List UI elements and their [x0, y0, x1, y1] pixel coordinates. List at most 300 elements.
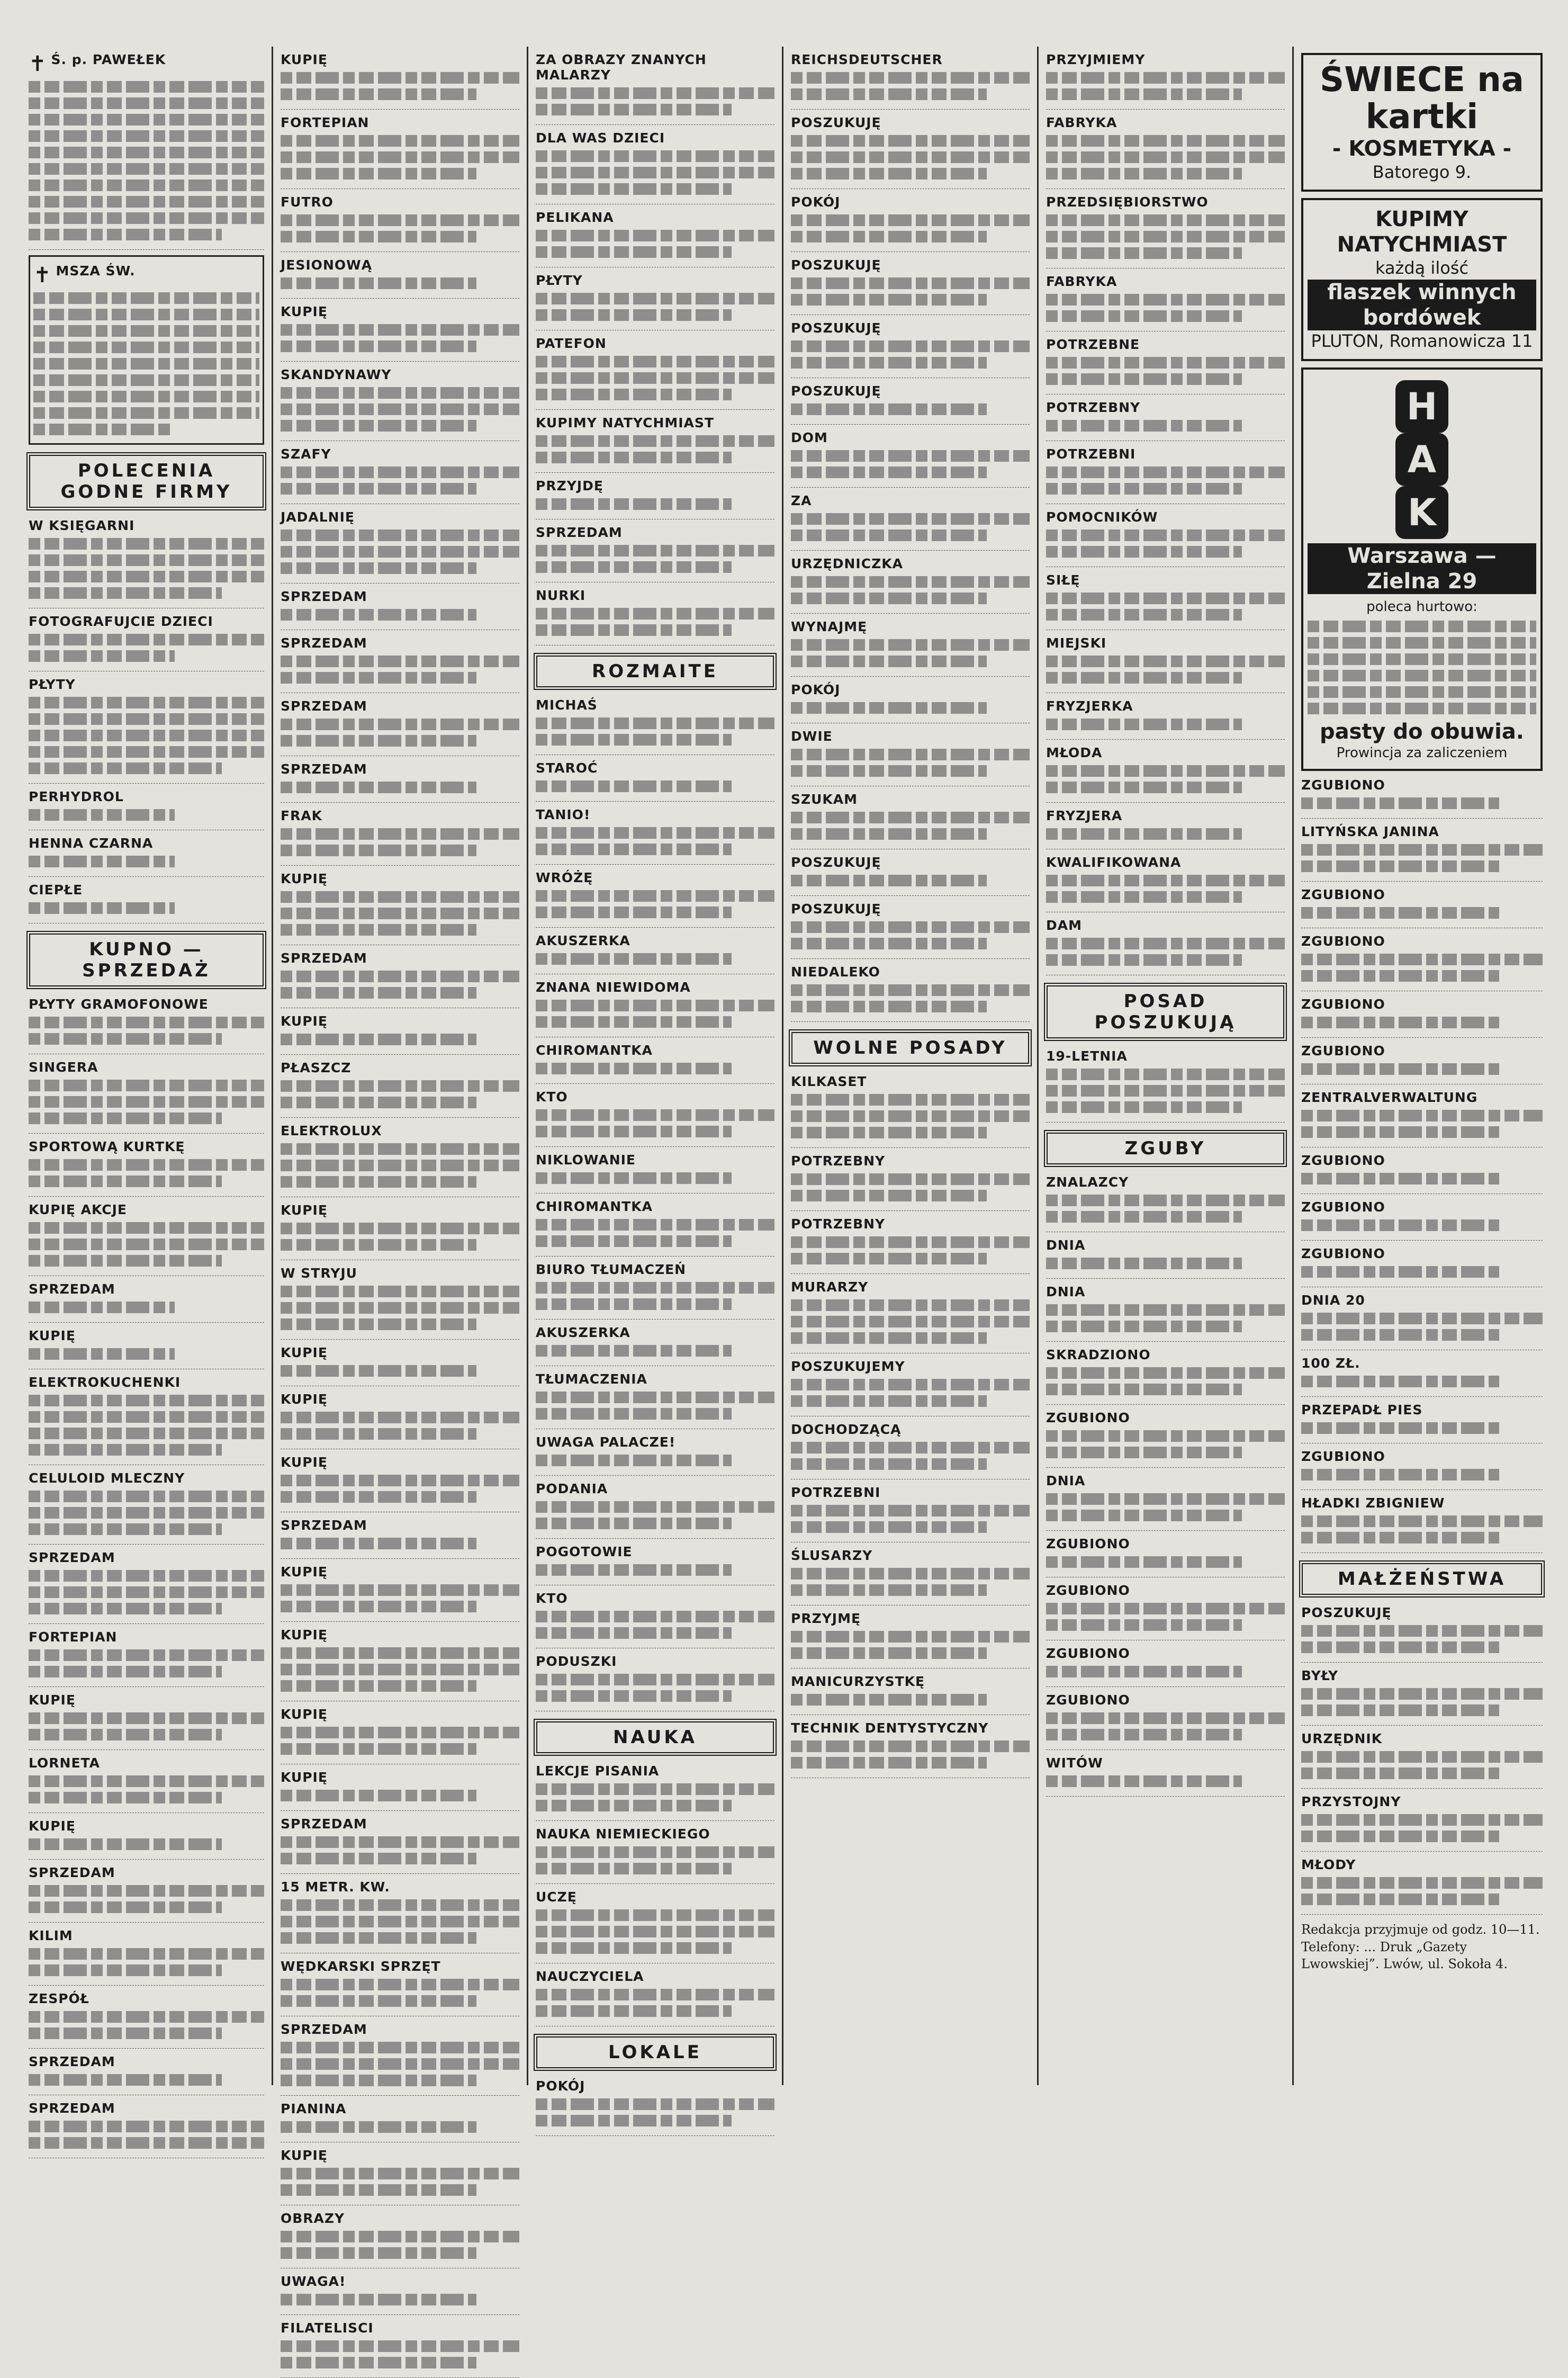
ad-lead: POSZUKUJĘ	[791, 383, 881, 399]
ad-lead: SIŁĘ	[1046, 572, 1080, 588]
classified-ad: ELEKTROKUCHENKI	[29, 1375, 264, 1465]
ad-lead: WYNAJMĘ	[791, 619, 868, 634]
classified-ad: SPRZEDAM	[29, 1281, 264, 1323]
classified-ad	[1301, 1246, 1543, 1287]
classified-ad: PŁYTY	[29, 677, 264, 784]
ad-lead: POTRZEBNI	[791, 1485, 881, 1500]
classified-ad	[281, 1627, 519, 1701]
ad-lead: KUPIMY NATYCHMIAST	[536, 415, 714, 430]
ad-lead: DLA WAS DZIECI	[536, 130, 665, 146]
section-heading-rozmaite: ROZMAITE	[534, 653, 777, 690]
ad-lead: TANIO!	[536, 807, 591, 822]
classified-ad	[281, 115, 519, 189]
classified-ad	[536, 2078, 774, 2136]
classified-ad: PERHYDROL	[29, 789, 264, 830]
ad-lead: POMOCNIKÓW	[1046, 509, 1158, 525]
classified-ad	[791, 682, 1030, 723]
ad-lead: ZGUBIONO	[1301, 777, 1385, 793]
classified-ad	[536, 210, 774, 267]
classified-ad: LORNETA	[29, 1755, 264, 1813]
classified-ad	[281, 1564, 519, 1622]
classified-ad	[1301, 1449, 1543, 1490]
classified-ad	[1301, 1090, 1543, 1147]
ad-lead: POTRZEBNY	[791, 1216, 886, 1232]
classified-ad	[791, 855, 1030, 896]
classified-ad	[281, 2148, 519, 2205]
classified-ad: ZESPÓŁ	[29, 1991, 264, 2049]
classified-ad	[1046, 1536, 1285, 1577]
classified-ad	[1046, 1692, 1285, 1750]
classified-ad	[536, 273, 774, 330]
ad-lead: BYŁY	[1301, 1668, 1339, 1684]
classified-ad	[1046, 52, 1285, 110]
ad-lead: DNIA	[1046, 1473, 1086, 1488]
ad-lead: SPRZEDAM	[281, 698, 367, 714]
ad-lead: DNIA	[1046, 1237, 1086, 1253]
ad-lead: WITÓW	[1046, 1755, 1103, 1771]
classified-ad	[281, 761, 519, 803]
newspaper-page	[21, 47, 1550, 2336]
ad-lead: DNIA 20	[1301, 1293, 1365, 1308]
hak-advert: H A K Warszawa — Zielna 29 poleca hurtowo: pasty do obuwia. Prowincja za zaliczeniem	[1301, 367, 1543, 771]
ad-lead: FRYZJERA	[1046, 808, 1123, 823]
ad-lead: PATEFON	[536, 336, 607, 351]
classified-ad	[1046, 1755, 1285, 1797]
ad-lead: FUTRO	[281, 194, 334, 210]
classified-ad	[1301, 1731, 1543, 1789]
classified-ad	[1046, 918, 1285, 975]
classified-ad	[281, 1123, 519, 1197]
classified-ad: SPRZEDAM	[29, 1550, 264, 1624]
ad-lead: OBRAZY	[281, 2211, 345, 2226]
ad-lead: KUPIĘ	[281, 1627, 328, 1643]
classified-ad	[281, 1518, 519, 1559]
editorial-footer: Redakcja przyjmuje od godz. 10—11. Telefony: ... Druk „Gazety Lwowskiej”. Lwów, ul. Sokoła 4.	[1301, 1922, 1540, 1971]
ad-lead: KWALIFIKOWANA	[1046, 855, 1182, 870]
section-heading-lokale: LOKALE	[534, 2034, 777, 2071]
ad-lead: ŚLUSARZY	[791, 1548, 873, 1563]
classified-ad	[1301, 1495, 1543, 1553]
classified-ad	[536, 1199, 774, 1257]
ad-lead: DNIA	[1046, 1284, 1086, 1299]
section-heading-kupno: KUPNO — SPRZEDAŻ	[26, 931, 266, 989]
ad-lead: PRZYJDĘ	[536, 478, 603, 493]
ad-lead: WĘDKARSKI SPRZĘT	[281, 1959, 441, 1974]
classified-ad	[791, 556, 1030, 614]
cross-icon: ✝	[33, 263, 52, 288]
classified-ad	[791, 257, 1030, 315]
ad-lead: KUPIĘ	[281, 1345, 328, 1360]
ad-lead: PODUSZKI	[536, 1654, 617, 1669]
ad-lead: POTRZEBNY	[791, 1153, 886, 1169]
ad-lead: PODANIA	[536, 1481, 608, 1496]
ad-lead: KUPIĘ	[281, 1707, 328, 1722]
classified-ad	[536, 933, 774, 974]
ad-lead: W STRYJU	[281, 1266, 357, 1281]
classified-ad	[536, 807, 774, 865]
ad-lead: KUPIĘ	[281, 1392, 328, 1407]
classified-ad	[1301, 1605, 1543, 1663]
classified-ad	[536, 130, 774, 204]
ad-lead: SPRZEDAM	[281, 2022, 367, 2037]
classified-ad	[1046, 115, 1285, 189]
classified-ad	[791, 383, 1030, 425]
section-heading-malzenstwa: MAŁŻEŃSTWA	[1299, 1560, 1545, 1598]
ad-lead: 100 ZŁ.	[1301, 1356, 1360, 1371]
column-2	[273, 47, 528, 2336]
ad-lead: PRZYJMĘ	[791, 1611, 861, 1626]
classified-ad	[1046, 1284, 1285, 1342]
ad-lead: SZUKAM	[791, 792, 858, 807]
classified-ad	[536, 980, 774, 1037]
classified-ad	[536, 1826, 774, 1884]
classified-ad	[791, 1422, 1030, 1479]
classified-ad: CELULOID MLECZNY	[29, 1470, 264, 1545]
ad-lead: SPRZEDAM	[536, 525, 623, 540]
ad-lead: SKANDYNAWY	[281, 367, 392, 382]
ad-lead: KUPIĘ	[281, 1203, 328, 1218]
classified-ad	[1046, 1646, 1285, 1687]
ad-lead: ZA OBRAZY ZNANYCH MALARZY	[536, 52, 707, 83]
ad-lead: MŁODA	[1046, 745, 1103, 760]
ad-lead: ZGUBIONO	[1046, 1646, 1130, 1661]
ad-lead: WRÓŻĘ	[536, 870, 593, 885]
ad-lead: MANICURZYSTKĘ	[791, 1674, 925, 1689]
ad-lead: POSZUKUJĘ	[791, 855, 881, 870]
classified-ad	[791, 1674, 1030, 1715]
classified-ad	[536, 870, 774, 928]
classified-ad	[1046, 1347, 1285, 1405]
ad-lead: PRZEDSIĘBIORSTWO	[1046, 194, 1209, 210]
ad-lead: MURARZY	[791, 1279, 869, 1295]
classified-ad	[281, 1266, 519, 1340]
classified-ad	[281, 1959, 519, 2016]
classified-ad	[791, 430, 1030, 488]
column-5	[1039, 47, 1294, 2085]
classified-ad	[1046, 1237, 1285, 1279]
ad-lead: MIEJSKI	[1046, 635, 1107, 651]
classified-ad	[1301, 934, 1543, 991]
ad-lead: PELIKANA	[536, 210, 614, 225]
ad-lead: URZĘDNICZKA	[791, 556, 903, 571]
ad-lead: DOCHODZĄCĄ	[791, 1422, 902, 1437]
classified-ad	[281, 808, 519, 866]
classified-ad	[281, 1345, 519, 1386]
classified-ad	[1301, 1857, 1543, 1915]
classified-ad	[1046, 446, 1285, 504]
ad-lead: MICHAŚ	[536, 697, 598, 713]
ad-lead: AKUSZERKA	[536, 1325, 630, 1340]
classified-ad	[536, 1262, 774, 1320]
ad-lead: KUPIĘ	[281, 1564, 328, 1580]
classified-ad	[1301, 997, 1543, 1038]
classified-ad	[536, 1969, 774, 2026]
ad-lead: KUPIĘ	[281, 2148, 328, 2163]
ad-lead: PRZEPADŁ PIES	[1301, 1402, 1423, 1418]
classified-ad	[791, 1153, 1030, 1211]
classified-ad	[281, 2022, 519, 2096]
hak-letter: K	[1395, 486, 1448, 539]
ad-lead: POSZUKUJEMY	[791, 1359, 905, 1374]
classified-ad	[1301, 1402, 1543, 1443]
ad-lead: CHIROMANTKA	[536, 1043, 653, 1058]
classified-ad	[281, 2320, 519, 2378]
ad-lead: FRYZJERKA	[1046, 698, 1133, 714]
ad-lead: POSZUKUJĘ	[791, 257, 881, 273]
ad-lead: ZGUBIONO	[1301, 997, 1385, 1012]
ad-lead: FILATELISCI	[281, 2320, 374, 2336]
ad-lead: JADALNIĘ	[281, 509, 355, 525]
classified-ad	[1301, 1356, 1543, 1397]
ad-lead: ZENTRALVERWALTUNG	[1301, 1090, 1478, 1106]
column-3	[528, 47, 783, 2094]
ad-lead: PRZYSTOJNY	[1301, 1794, 1401, 1810]
ad-lead: ZGUBIONO	[1301, 1246, 1385, 1262]
classified-ad	[1301, 1668, 1543, 1726]
ad-lead: SZAFY	[281, 446, 331, 462]
ad-lead: ZGUBIONO	[1301, 1199, 1385, 1215]
ad-lead: POKÓJ	[791, 194, 841, 210]
classified-ad	[791, 1485, 1030, 1542]
ad-lead: STAROĆ	[536, 760, 598, 776]
classified-ad	[1301, 1794, 1543, 1852]
classified-ad	[536, 760, 774, 802]
classified-ad	[791, 964, 1030, 1022]
classified-ad	[536, 1889, 774, 1963]
classified-ad	[1046, 337, 1285, 394]
classified-ad: KUPIĘ AKCJE	[29, 1202, 264, 1276]
classified-ad	[1046, 1410, 1285, 1468]
classified-ad	[1046, 194, 1285, 268]
ad-lead: KUPIĘ	[281, 871, 328, 886]
ad-lead: JESIONOWĄ	[281, 257, 373, 273]
ad-lead: ZGUBIONO	[1301, 1043, 1385, 1059]
ad-lead: NIEDALEKO	[791, 964, 880, 980]
classified-ad: KUPIĘ	[29, 1328, 264, 1369]
classified-ad	[536, 1544, 774, 1585]
classified-ad	[281, 446, 519, 504]
ad-lead: ZGUBIONO	[1301, 887, 1385, 903]
classified-ad	[281, 589, 519, 630]
classified-ad	[281, 1013, 519, 1055]
ad-lead: UWAGA PALACZE!	[536, 1434, 676, 1450]
ad-lead: SPRZEDAM	[281, 1816, 367, 1832]
ad-lead: ZGUBIONO	[1046, 1410, 1130, 1425]
classified-ad	[1301, 1043, 1543, 1084]
ad-lead: PŁYTY	[536, 273, 583, 288]
section-heading-posad-poszukuja: POSAD POSZUKUJĄ	[1044, 983, 1287, 1041]
ad-lead: TECHNIK DENTYSTYCZNY	[791, 1720, 989, 1736]
classified-ad	[1046, 400, 1285, 441]
swiece-advert: ŚWIECE na kartki - KOSMETYKA - Batorego 9.	[1301, 53, 1543, 192]
classified-ad	[536, 52, 774, 125]
classified-ad	[1301, 824, 1543, 882]
classified-ad	[791, 1611, 1030, 1668]
classified-ad	[536, 1371, 774, 1429]
classified-ad	[1046, 635, 1285, 693]
ad-lead: ZA	[791, 493, 812, 508]
classified-ad	[791, 619, 1030, 677]
ad-lead: POSZUKUJĘ	[1301, 1605, 1392, 1621]
mass-ad: ✝ MSZA ŚW.	[29, 255, 264, 445]
classified-ad	[281, 635, 519, 693]
classified-ad: FORTEPIAN	[29, 1629, 264, 1687]
column-6	[1294, 47, 1550, 2085]
ad-lead: POTRZEBNI	[1046, 446, 1136, 462]
classified-ad	[536, 1763, 774, 1821]
ad-lead: AKUSZERKA	[536, 933, 630, 948]
classified-ad	[281, 2274, 519, 2315]
ad-lead: UWAGA!	[281, 2274, 346, 2289]
hak-logo	[1353, 380, 1491, 539]
classified-ad	[1046, 572, 1285, 630]
classified-ad	[791, 493, 1030, 551]
classified-ad	[791, 1279, 1030, 1353]
classified-ad	[1046, 1174, 1285, 1232]
classified-ad	[791, 729, 1030, 786]
classified-ad: SPORTOWĄ KURTKĘ	[29, 1139, 264, 1197]
classified-ad: W KSIĘGARNI	[29, 518, 264, 608]
ad-lead: FRAK	[281, 808, 323, 823]
ad-lead: ZGUBIONO	[1301, 934, 1385, 949]
classified-ad	[536, 415, 774, 473]
ad-lead: 19-LETNIA	[1046, 1048, 1128, 1064]
column-4	[783, 47, 1039, 2085]
classified-ad	[281, 367, 519, 441]
classified-ad	[1046, 808, 1285, 849]
classified-ad	[281, 698, 519, 756]
ad-lead: POKÓJ	[791, 682, 841, 697]
classified-ad	[281, 1816, 519, 1874]
ad-lead: FABRYKA	[1046, 115, 1118, 130]
classified-ad	[791, 1720, 1030, 1778]
classified-ad	[281, 1455, 519, 1512]
ad-lead: ZGUBIONO	[1046, 1583, 1130, 1598]
classified-ad	[281, 1770, 519, 1811]
classified-ad	[1301, 1293, 1543, 1350]
ad-lead: KUPIĘ	[281, 52, 328, 67]
ad-lead: PRZYJMIEMY	[1046, 52, 1146, 67]
ad-lead: NAUCZYCIELA	[536, 1969, 644, 1984]
ad-lead: POTRZEBNY	[1046, 400, 1141, 415]
ad-lead: FORTEPIAN	[281, 115, 370, 130]
classified-ad	[1301, 1153, 1543, 1194]
classified-ad	[791, 194, 1030, 252]
classified-ad	[791, 1074, 1030, 1148]
classified-ad	[281, 1879, 519, 1953]
ad-lead: DWIE	[791, 729, 833, 744]
classified-ad	[536, 1325, 774, 1366]
ad-lead: SKRADZIONO	[1046, 1347, 1151, 1362]
ad-lead: ZNANA NIEWIDOMA	[536, 980, 691, 995]
classified-ad: HENNA CZARNA	[29, 836, 264, 877]
ad-lead: KUPIĘ	[281, 304, 328, 319]
classified-ad	[1046, 1473, 1285, 1531]
classified-ad: CIEPŁE	[29, 882, 264, 923]
ad-lead: KTO	[536, 1089, 568, 1105]
ad-lead: CHIROMANTKA	[536, 1199, 653, 1214]
ad-lead: NURKI	[536, 588, 586, 603]
section-heading-polecenia: POLECENIA GODNE FIRMY	[26, 452, 266, 510]
ad-lead: POSZUKUJĘ	[791, 115, 881, 130]
ad-lead: POSZUKUJĘ	[791, 901, 881, 917]
ad-lead: SPRZEDAM	[281, 635, 367, 651]
classified-ad	[1046, 274, 1285, 331]
ad-lead: TŁUMACZENIA	[536, 1371, 647, 1387]
classified-ad	[281, 52, 519, 110]
classified-ad	[536, 697, 774, 755]
classified-ad	[1301, 887, 1543, 928]
classified-ad	[536, 525, 774, 582]
ad-lead: LEKCJE PISANIA	[536, 1763, 660, 1779]
classified-ad	[1046, 745, 1285, 803]
classified-ad: SINGERA	[29, 1060, 264, 1134]
classified-ad: KUPIĘ	[29, 1692, 264, 1750]
classified-ad: KUPIĘ	[29, 1818, 264, 1860]
classified-ad: SPRZEDAM	[29, 2101, 264, 2158]
classified-ad	[536, 1481, 774, 1539]
ad-lead: KUPIĘ	[281, 1013, 328, 1029]
ad-lead: POTRZEBNE	[1046, 337, 1140, 352]
ad-lead: MŁODY	[1301, 1857, 1356, 1873]
classified-ad	[281, 1203, 519, 1260]
ad-lead: BIURO TŁUMACZEŃ	[536, 1262, 687, 1277]
ad-lead: KUPIĘ	[281, 1455, 328, 1470]
ad-lead: ZNALAZCY	[1046, 1174, 1129, 1190]
classified-ad	[281, 871, 519, 945]
classified-ad	[1046, 855, 1285, 912]
ad-lead: POSZUKUJĘ	[791, 320, 881, 336]
classified-ad	[281, 1060, 519, 1118]
classified-ad	[791, 1216, 1030, 1274]
classified-ad	[536, 1654, 774, 1711]
classified-ad	[281, 257, 519, 299]
ad-lead: SPRZEDAM	[281, 950, 367, 966]
classified-ad: FOTOGRAFUJCIE DZIECI	[29, 614, 264, 671]
classified-ad	[281, 2211, 519, 2268]
ad-lead: SPRZEDAM	[281, 761, 367, 777]
classified-ad	[791, 52, 1030, 110]
section-heading-zguby: ZGUBY	[1044, 1130, 1287, 1167]
ad-lead: ZGUBIONO	[1046, 1692, 1130, 1708]
classified-ad	[791, 901, 1030, 959]
classified-ad	[536, 588, 774, 645]
classified-ad: KILIM	[29, 1928, 264, 1986]
hak-letter: A	[1395, 433, 1448, 486]
ad-lead: DAM	[1046, 918, 1082, 933]
classified-ad	[1046, 698, 1285, 740]
classified-ad	[791, 115, 1030, 189]
classified-ad	[536, 478, 774, 519]
ad-lead: UCZĘ	[536, 1889, 577, 1905]
section-heading-nauka: NAUKA	[534, 1719, 777, 1756]
cross-icon: ✝	[29, 52, 47, 76]
ad-lead: NIKLOWANIE	[536, 1152, 636, 1168]
classified-ad	[536, 1089, 774, 1147]
column-1	[21, 47, 273, 2116]
ad-lead: POGOTOWIE	[536, 1544, 633, 1559]
classified-ad: PŁYTY GRAMOFONOWE	[29, 997, 264, 1054]
classified-ad	[536, 336, 774, 410]
ad-lead: SPRZEDAM	[281, 1518, 367, 1533]
classified-ad: SPRZEDAM	[29, 2054, 264, 2095]
ad-lead: REICHSDEUTSCHER	[791, 52, 943, 67]
ad-lead: SPRZEDAM	[281, 589, 367, 604]
ad-lead: NAUKA NIEMIECKIEGO	[536, 1826, 710, 1842]
classified-ad	[791, 320, 1030, 378]
ad-lead: POKÓJ	[536, 2078, 585, 2094]
classified-ad	[1046, 1583, 1285, 1640]
